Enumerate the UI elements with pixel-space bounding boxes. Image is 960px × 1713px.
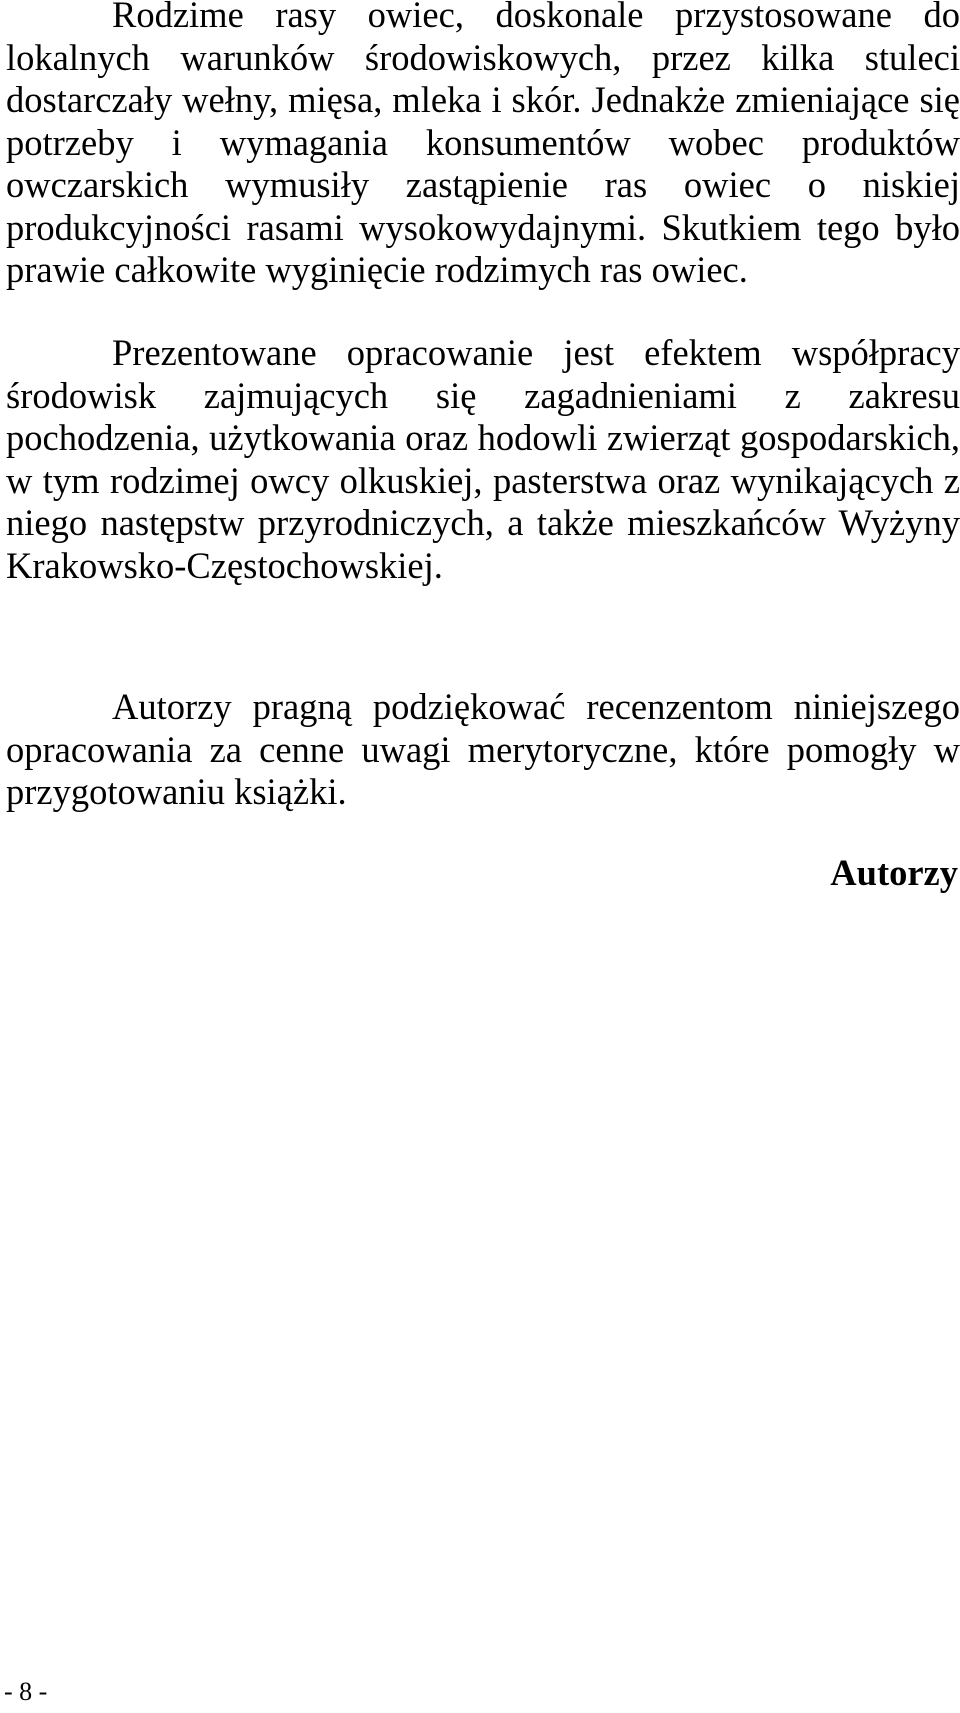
page-number: - 8 - — [4, 1677, 48, 1706]
authors-signature: Autorzy — [830, 852, 958, 893]
paragraph-prezentowane-opracowanie: Prezentowane opracowanie jest efektem współpracy środowisk zajmujących się zagadnieniami z zakresu pochodzenia, użytkowania oraz hodowli zwierząt gospodarskich, w tym rodzimej owcy olkuskiej, pasterstwa oraz wynikających z niego następstw przyrodniczych, a także mieszkańców Wyżyny Krakowsko-Częstochowskiej. — [6, 332, 960, 586]
paragraph-rodzime-rasy: Rodzime rasy owiec, doskonale przystosowane do lokalnych warunków środowiskowych, przez kilka stuleci dostarczały wełny, mięsa, mleka i skór. Jednakże zmieniające się potrzeby i wymagania konsumentów wobec produktów owczarskich wymusiły zastąpienie ras owiec o niskiej produkcyjności rasami wysokowydajnymi. Skutkiem tego było prawie całkowite wyginięcie rodzimych ras owiec. — [6, 0, 960, 290]
paragraph-podziekowania: Autorzy pragną podziękować recenzentom niniejszego opracowania za cenne uwagi merytoryczne, które pomogły w przygotowaniu książki. — [6, 686, 960, 812]
